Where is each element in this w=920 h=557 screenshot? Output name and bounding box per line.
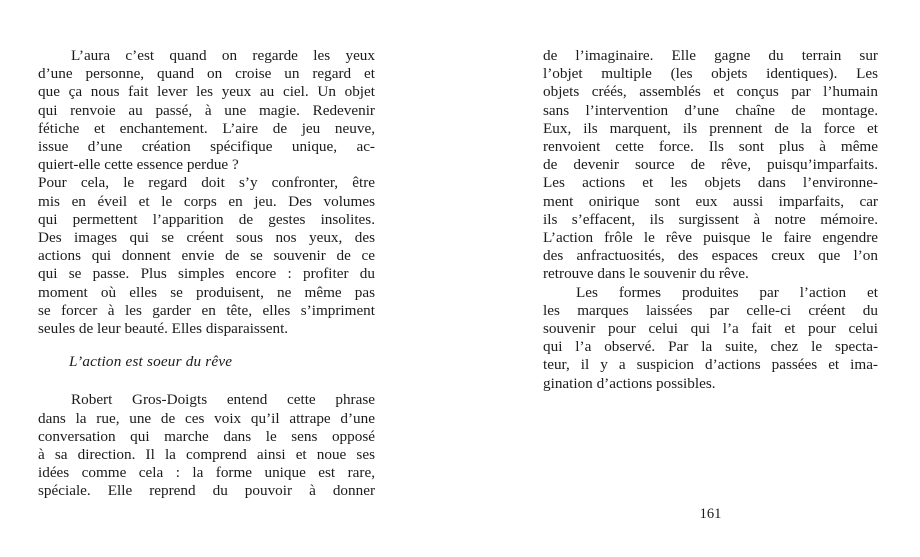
text-line: teur, il y a suspicion d’actions passées et ima- [543,356,878,374]
text-line: de devenir source de rêve, puisqu’imparfaits. [543,156,878,174]
text-line: Les actions et les objets dans l’environne- [543,174,878,192]
right-page-column [543,47,878,393]
text-line: Les formes produites par l’action et [576,283,878,301]
text-line: qui renvoie au passé, à une magie. Redevenir [38,101,375,119]
text-line: conversation qui marche dans le sens opposé [38,427,375,445]
left-page-column [38,47,375,501]
text-line: les marques laissées par celle-ci créent du [543,301,878,319]
paragraph [38,174,375,338]
text-line: d’une personne, quand on croise un regard et [38,65,375,83]
text-line: gination d’actions possibles. [543,374,716,392]
text-line: souvenir pour celui qui l’a fait et pour celui [543,320,878,338]
text-line: ment onirique sont eux aussi imparfaits, car [543,192,878,210]
text-line: ils s’effacent, ils surgissent à notre mémoire. [543,210,878,228]
text-line: à sa direction. Il la comprend ainsi et noue ses [38,446,375,464]
paragraph [38,391,375,500]
text-line: Robert Gros-Doigts entend cette phrase [71,391,375,409]
page-number: 161 [699,506,722,522]
text-line: actions qui donnent envie de se souvenir de ce [38,247,375,265]
text-line: seules de leur beauté. Elles disparaissent. [38,320,289,338]
text-line: que ça nous fait lever les yeux au ciel. Un objet [38,83,375,101]
text-line: Des images qui se créent sous nos yeux, des [38,229,375,247]
paragraph [38,47,375,174]
text-line: dans la rue, une de ces voix qu’il attrape d’une [38,409,375,427]
text-line: des anfractuosités, des espaces creux que l’on [543,247,878,265]
text-line: L’aura c’est quand on regarde les yeux [71,47,375,64]
text-line: fétiche et enchantement. L’aire de jeu neuve, [38,119,375,137]
text-line: l’objet multiple (les objets identiques). Les [543,65,878,83]
text-line: de l’imaginaire. Elle gagne du terrain sur [543,47,878,64]
paragraph [543,47,878,284]
text-line: se forcer à les garder en tête, elles s’impriment [38,301,375,319]
text-line: spéciale. Elle reprend du pouvoir à donner [38,482,375,500]
section-heading: L’action est soeur du rêve [69,353,233,371]
text-line: issue d’une création spécifique unique, ac- [38,138,375,156]
text-line: quiert-elle cette essence perdue ? [38,156,239,174]
text-line: moment où elles se produisent, ne même pas [38,283,375,301]
text-line: qui l’a observé. Par la suite, chez le specta- [543,338,878,356]
text-line: qui se passe. Plus simples encore : profiter du [38,265,375,283]
text-line: qui permettent l’apparition de gestes insolites. [38,210,375,228]
text-line: idées comme cela : la forme unique est rare, [38,464,375,482]
text-line: L’action frôle le rêve puisque le faire engendre [543,229,878,247]
text-line: mis en éveil et le corps en jeu. Des volumes [38,192,375,210]
text-line: retrouve dans le souvenir du rêve. [543,265,749,283]
text-line: Eux, ils marquent, ils prennent de la force et [543,119,878,137]
text-line: objets créés, assemblés et conçus par l’humain [543,83,878,101]
text-line: renvoient cette force. Ils sont plus à même [543,138,878,156]
text-line: Pour cela, le regard doit s’y confronter, être [38,174,375,192]
text-line: sans l’intervention d’une chaîne de montage. [543,101,878,119]
paragraph [543,284,878,393]
